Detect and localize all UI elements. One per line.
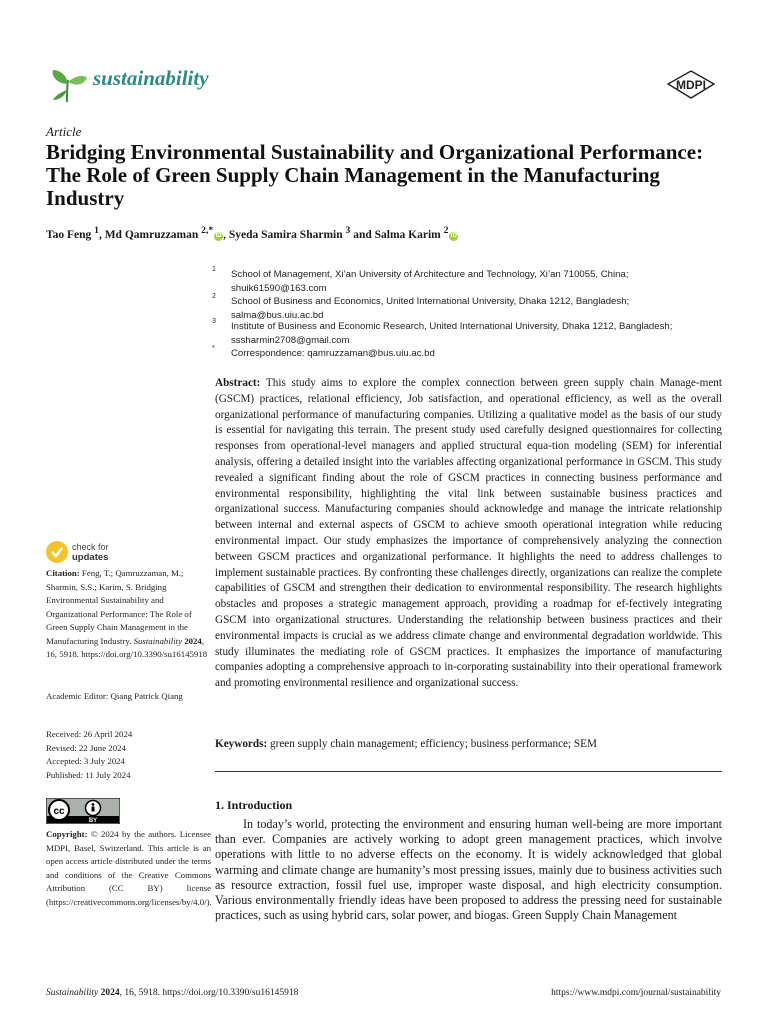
author-name[interactable]: Tao Feng: [46, 228, 92, 241]
affiliation-number: 1: [212, 266, 216, 273]
author-name[interactable]: Md Qamruzzaman: [104, 228, 199, 241]
article-type: Article: [46, 124, 82, 139]
date-received: Received: 26 April 2024: [46, 729, 133, 739]
author-list: [46, 225, 458, 241]
footer-doi[interactable]: , 16, 5918. https://doi.org/10.3390/su16145918: [119, 988, 299, 998]
keywords-text: green supply chain management; efficiency; business performance; SEM: [270, 738, 597, 750]
academic-editor: Academic Editor: Qiang Patrick Qiang: [46, 691, 183, 701]
affiliation-email[interactable]: salma@bus.uiu.ac.bd: [231, 309, 324, 321]
svg-text:cc: cc: [53, 806, 65, 817]
abstract: [215, 376, 722, 692]
citation: [46, 567, 211, 662]
keywords-label: Keywords:: [215, 738, 268, 750]
author-separator: ,: [98, 228, 105, 241]
copyright-text: © 2024 by the authors. Licensee MDPI, Basel, Switzerland. This article is an open access article distributed under the terms and conditions of the Creative Commons Attribution (CC BY) license (https://creativecommons.org/licenses/by/4.0/).: [46, 829, 212, 907]
citation-year: 2024: [184, 635, 202, 646]
section-divider: [215, 771, 722, 772]
date-published: Published: 11 July 2024: [46, 769, 131, 780]
check-for-updates-icon: [46, 541, 68, 563]
footer-citation: [46, 988, 298, 998]
page-title: Bridging Environmental Sustainability and Organizational Performance: The Role of Green Supply Chain Management in the Manufacturing Industry: [46, 140, 704, 210]
journal-name[interactable]: sustainability: [93, 66, 209, 90]
keywords: [215, 738, 722, 750]
cc-by-license-icon[interactable]: [46, 798, 120, 824]
author-affiliation-sup: 2,*: [201, 225, 214, 236]
affiliation-number: 3: [212, 318, 216, 325]
affiliation-line: School of Management, Xi’an University of Architecture and Technology, Xi’an 710055, China;: [231, 269, 629, 280]
author-affiliation-sup: 2: [443, 225, 449, 236]
check-updates-line1: check for: [72, 542, 109, 552]
section-heading: 1. Introduction: [215, 798, 293, 812]
footer-journal: Sustainability: [46, 988, 99, 998]
citation-doi[interactable]: , 16, 5918. https://doi.org/10.3390/su16145918: [46, 635, 208, 659]
citation-journal: Sustainability: [133, 635, 183, 646]
copyright: [46, 828, 211, 909]
orcid-icon[interactable]: iD: [450, 232, 457, 239]
publication-dates: [46, 728, 211, 782]
check-for-updates-button[interactable]: [46, 540, 166, 566]
correspondence-line[interactable]: Correspondence: qamruzzaman@bus.uiu.ac.bd: [231, 348, 435, 359]
author-separator: ,: [223, 228, 229, 241]
date-accepted: Accepted: 3 July 2024: [46, 756, 125, 766]
author-separator: and: [350, 228, 375, 241]
citation-label: Citation:: [46, 568, 80, 578]
author-affiliation-sup: 3: [345, 225, 351, 236]
publisher-name: MDPI: [676, 78, 706, 92]
footer-url[interactable]: https://www.mdpi.com/journal/sustainability: [551, 988, 721, 998]
check-updates-line2: updates: [72, 552, 109, 563]
affiliation-line: School of Business and Economics, United International University, Dhaka 1212, Bangladesh;: [231, 296, 630, 307]
affiliation-email[interactable]: sssharmin2708@gmail.com: [231, 334, 350, 346]
sustainability-logo-icon: [47, 62, 89, 104]
citation-text: Feng, T.; Qamruzzaman, M.; Sharmin, S.S.; Karim, S. Bridging Environmental Sustainability and Organizational Performance: The Role of Green Supply Chain Management in the Manufacturing Industry.: [46, 568, 192, 646]
orcid-icon[interactable]: iD: [215, 232, 222, 239]
copyright-label: Copyright:: [46, 829, 88, 839]
affiliation-email[interactable]: shuik61590@163.com: [231, 282, 327, 294]
cc-by-label: BY: [88, 818, 98, 824]
author-name[interactable]: Syeda Samira Sharmin: [228, 228, 343, 241]
abstract-text: This study aims to explore the complex connection between green supply chain Manage-ment (GSCM) practices, relational efficiency, Job satisfaction, and operational efficiency, as well as the overall organizational performance of manufacturing companies. Utilizing a qualitative model as the basis of our study is essential for navigating this terrain. The present study used carefully designed questionnaires for collecting responses from operational-level managers and applied structural equa-tion modeling (SEM) for inferential analysis, offering a detailed insight into the variables affecting organizational performance in GSCM. This study revealed a significant finding about the role of GSCM practices in connecting business performance and environmental responsibility, highlighting the vital link between sustainable business practices and organizational success. Manufacturing companies should acknowledge and manage the intricate relationship between internal and external aspects of GSCM to achieve smooth operational integration while reducing environmental impact. Our study emphasizes the importance of comprehensively analyzing the connection between GSCM practices and organizational performance. It highlights the need to address challenges to implement sustainable practices. By confronting these challenges directly, organizations can realize the complete capabilities of GSCM and strengthen their dedication to environmental responsibility. The research highlights obstacles and proposes a strategic management approach, providing a roadmap for ef-fectively integrating GSCM into organizational structures. Understanding the relationship between business practices and their environmental impacts is crucial as we address climate change and environmental degradation worldwide. This study illuminates the mediating role of GSCM practices. It emphasizes the importance of manufacturing companies adopting a comprehensive approach to in-corporating sustainability into their operational framework and promoting environmental resilience and organizational success.: [215, 377, 722, 690]
author-name[interactable]: Salma Karim: [374, 228, 441, 241]
affiliation-line: Institute of Business and Economic Research, United International University, Dhaka 1212, Bangladesh;: [231, 321, 673, 332]
date-revised: Revised: 22 June 2024: [46, 742, 126, 753]
intro-paragraph: In today’s world, protecting the environment and ensuring human well-being are more important than ever. Companies are actively working to adopt green management practices, which involve operations with little to no adverse effects on the economy. It is widely acknowledged that global warming and climate change are humanity’s most pressing issues, mainly due to business activities such as resource extraction, fossil fuel use, improper waste disposal, and high electricity consumption. Various environmentally friendly ideas have been proposed to address the pressing need for sustainable practices, such as using hybrid cars, solar power, and biogas. Green Supply Chain Management: [215, 817, 722, 923]
footer-year: 2024: [100, 988, 120, 998]
affiliation-number: *: [212, 345, 215, 352]
mdpi-logo-icon[interactable]: [666, 70, 716, 100]
affiliation-number: 2: [212, 293, 216, 300]
abstract-label: Abstract:: [215, 377, 261, 389]
author-affiliation-sup: 1: [94, 225, 99, 236]
